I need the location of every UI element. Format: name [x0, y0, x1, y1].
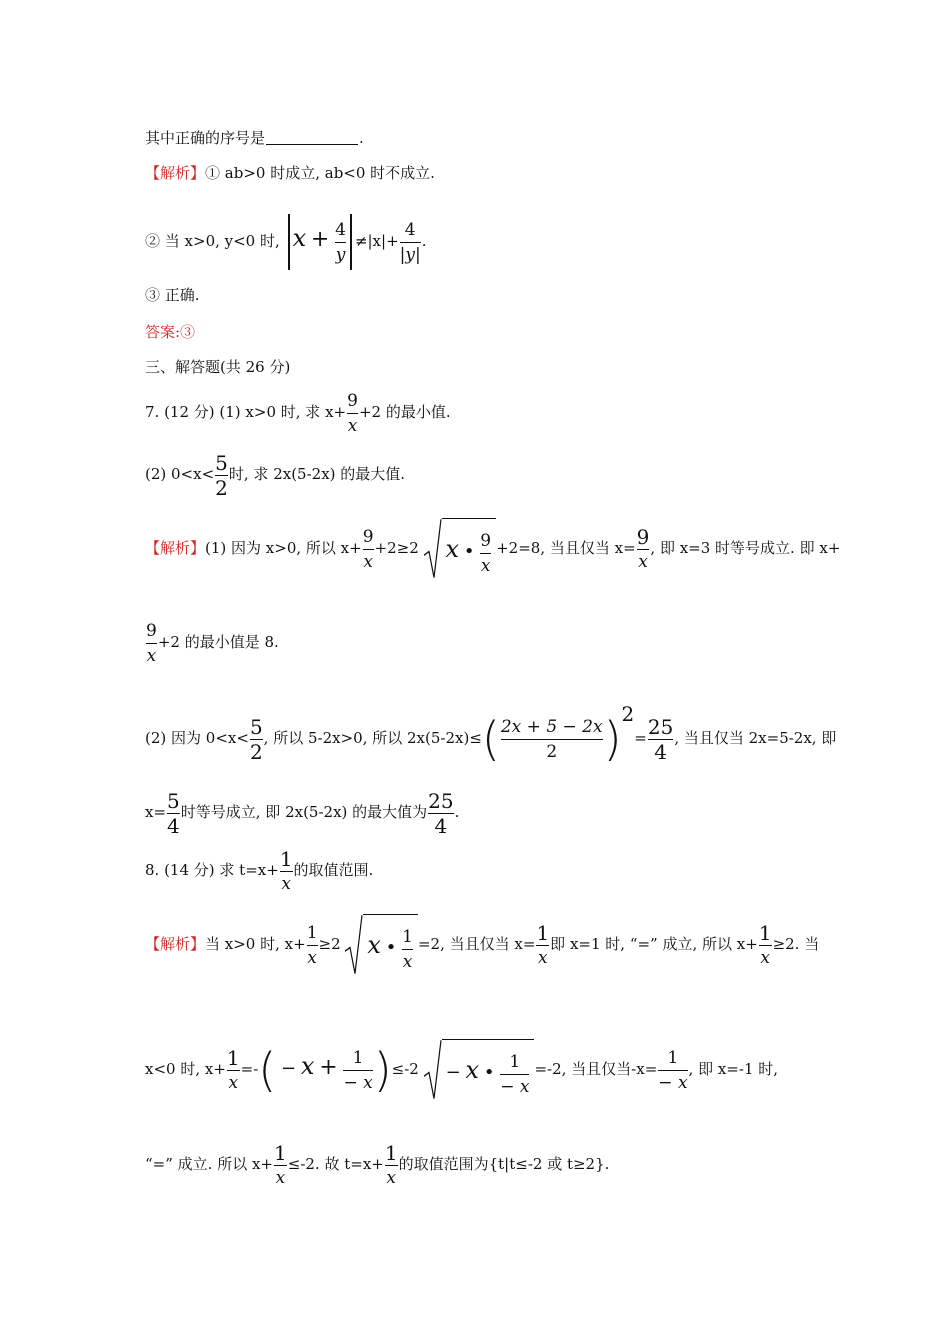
- fraction: [215, 452, 228, 499]
- abs-bar-right: [350, 214, 352, 270]
- analysis-text: , 即 x=-1 时,: [688, 1060, 779, 1078]
- analysis-text: 时等号成立, 即 2x(5-2x) 的最大值为: [180, 803, 428, 821]
- analysis-tag: 【解析】: [145, 539, 206, 557]
- frac-bar: [347, 413, 358, 414]
- frac-den: − x: [500, 1076, 530, 1097]
- line-answer: [145, 322, 195, 342]
- frac-num: 2x + 5 − 2x: [500, 716, 603, 737]
- frac-num: 1: [226, 1045, 240, 1070]
- frac-num: 1: [352, 1047, 364, 1068]
- fraction: [648, 716, 673, 763]
- frac-den: x: [146, 645, 157, 666]
- frac-num: 9: [347, 390, 358, 411]
- question-7-1: [145, 388, 451, 437]
- math-dot: •: [463, 541, 475, 562]
- fraction: [385, 1142, 398, 1189]
- analysis-text: 即 x=1 时, “=” 成立, 所以 x+: [550, 935, 758, 953]
- question-text: +2 的最小值.: [358, 403, 451, 421]
- analysis-tag: 【解析】: [145, 164, 206, 182]
- math-plus: +: [310, 227, 330, 252]
- frac-num: 9: [362, 526, 374, 547]
- solution-8-3: [145, 1140, 609, 1189]
- math-minus: −: [281, 1058, 297, 1079]
- frac-den: |y|: [399, 244, 421, 265]
- frac-bar: [500, 1074, 529, 1075]
- analysis-text: (1) 因为 x>0, 所以 x+: [205, 539, 362, 557]
- frac-bar: [385, 1165, 398, 1166]
- question-text: 其中正确的序号是: [145, 129, 266, 147]
- math-x: x: [367, 931, 381, 959]
- math-dot: •: [385, 937, 397, 958]
- analysis-tag: 【解析】: [145, 935, 206, 953]
- frac-den: 4: [654, 739, 667, 764]
- analysis-text: “=” 成立. 所以 x+: [145, 1155, 274, 1173]
- frac-den: 2: [215, 475, 228, 500]
- math-x: x: [292, 224, 307, 252]
- solution-7-2-cont: [145, 788, 459, 837]
- fraction: [280, 848, 293, 895]
- line-fill-blank: [145, 128, 364, 148]
- fraction: [536, 922, 549, 969]
- period: .: [359, 129, 364, 147]
- frac-den: x: [228, 1072, 239, 1093]
- radical-sign: [424, 1039, 442, 1101]
- abs-bar-left: [288, 214, 290, 270]
- frac-bar: [637, 549, 650, 550]
- frac-den: y: [335, 244, 346, 265]
- fraction: [428, 790, 453, 837]
- analysis-text: =-: [240, 1060, 259, 1078]
- analysis-text: =-2, 当且仅当-x=: [534, 1060, 658, 1078]
- paren-right: ): [373, 1043, 392, 1097]
- frac-bar: [501, 739, 603, 740]
- analysis-text: +2≥2: [374, 539, 419, 557]
- frac-num: 1: [306, 922, 318, 943]
- fraction: [146, 620, 157, 667]
- square-root: [345, 914, 418, 976]
- frac-num: 1: [509, 1051, 521, 1072]
- equals: =: [634, 729, 647, 747]
- section-title: 三、解答题(共 26 分): [145, 358, 291, 376]
- fraction: [501, 716, 603, 763]
- paren-left: (: [258, 1043, 277, 1097]
- frac-den: x: [386, 1167, 397, 1188]
- frac-num: 9: [146, 620, 157, 641]
- frac-num: 1: [279, 846, 293, 871]
- frac-num: 1: [274, 1140, 287, 1165]
- frac-bar: [343, 1070, 372, 1071]
- analysis-text: +2 的最小值是 8.: [157, 633, 279, 651]
- frac-num: 1: [667, 1047, 679, 1068]
- math-minus: −: [445, 1062, 461, 1083]
- math-x: x: [300, 1052, 315, 1080]
- fraction: [400, 219, 421, 266]
- frac-den: − x: [658, 1072, 688, 1093]
- frac-num: 1: [758, 920, 772, 945]
- analysis-text: , 所以 5-2x>0, 所以 2x(5-2x)≤: [263, 729, 482, 747]
- paren-left: (: [481, 712, 500, 766]
- frac-den: 2: [249, 739, 263, 764]
- frac-num: 4: [335, 219, 346, 240]
- line-analysis-3: [145, 285, 200, 305]
- solution-7-1: [145, 518, 840, 580]
- frac-bar: [480, 553, 491, 554]
- frac-den: x: [363, 551, 373, 572]
- section-heading: [145, 357, 290, 377]
- analysis-text: , 即 x=3 时等号成立. 即 x+: [650, 539, 841, 557]
- analysis-text: ≤-2: [391, 1060, 419, 1078]
- frac-bar: [227, 1070, 240, 1071]
- question-text: 的取值范围.: [293, 861, 374, 879]
- fraction: [343, 1047, 372, 1094]
- fraction: [307, 922, 318, 969]
- question-text: 8. (14 分) 求 t=x+: [145, 861, 279, 879]
- fraction: [363, 526, 374, 573]
- frac-den: x: [760, 947, 770, 968]
- frac-num: 5: [215, 450, 228, 475]
- frac-num: 1: [536, 920, 550, 945]
- frac-num: 5: [249, 714, 263, 739]
- square-root: [424, 518, 497, 580]
- frac-bar: [146, 643, 157, 644]
- frac-den: x: [275, 1167, 286, 1188]
- fraction: [227, 1047, 240, 1094]
- frac-den: x: [307, 947, 317, 968]
- analysis-text: ③ 正确.: [145, 286, 200, 304]
- frac-bar: [536, 945, 549, 946]
- analysis-text: ① ab>0 时成立, ab<0 时不成立.: [205, 164, 435, 182]
- frac-num: 25: [428, 788, 454, 813]
- frac-den: x: [480, 555, 491, 576]
- frac-den: x: [281, 873, 291, 894]
- fraction: [500, 1051, 529, 1098]
- frac-bar: [759, 945, 772, 946]
- analysis-text: +2=8, 当且仅当 x=: [496, 539, 636, 557]
- answer-text: 答案:③: [145, 323, 196, 341]
- frac-num: 5: [167, 788, 180, 813]
- fraction: [658, 1047, 687, 1094]
- frac-den: 4: [434, 813, 448, 838]
- answer-blank: [266, 130, 358, 145]
- frac-bar: [658, 1070, 687, 1071]
- question-7-2: [145, 450, 405, 499]
- analysis-text: 的取值范围为{t|t≤-2 或 t≥2}.: [398, 1155, 610, 1173]
- frac-bar: [280, 871, 293, 872]
- period: .: [454, 803, 460, 821]
- line-analysis-2: [145, 210, 427, 270]
- analysis-text: ≥2: [318, 935, 341, 953]
- analysis-text: ② 当 x>0, y<0 时,: [145, 232, 280, 250]
- math-x: x: [465, 1056, 480, 1084]
- question-text: (2) 0<x<: [145, 465, 215, 483]
- math-plus: +: [319, 1055, 338, 1080]
- line-analysis-1: [145, 163, 435, 183]
- math-dot: •: [483, 1062, 495, 1083]
- square-root: [424, 1039, 535, 1101]
- paren-right: ): [603, 712, 622, 766]
- frac-den: − x: [343, 1072, 373, 1093]
- frac-num: 9: [480, 530, 492, 551]
- analysis-text: , 当且仅当 2x=5-2x, 即: [674, 729, 837, 747]
- frac-den: x: [347, 415, 358, 436]
- question-text: 时, 求 2x(5-2x) 的最大值.: [228, 465, 406, 483]
- fraction: [335, 219, 346, 266]
- fraction: [759, 922, 772, 969]
- frac-num: 9: [636, 524, 650, 549]
- frac-num: 1: [402, 926, 413, 947]
- question-8: [145, 846, 373, 895]
- period: .: [421, 232, 427, 250]
- frac-den: 4: [167, 813, 180, 838]
- analysis-text: ≥2. 当: [772, 935, 820, 953]
- frac-den: x: [638, 551, 648, 572]
- fraction: [250, 716, 263, 763]
- question-text: 7. (12 分) (1) x>0 时, 求 x+: [145, 403, 347, 421]
- frac-den: x: [538, 947, 548, 968]
- exponent: 2: [621, 702, 635, 726]
- frac-bar: [307, 945, 318, 946]
- analysis-text: 当 x>0 时, x+: [205, 935, 306, 953]
- analysis-text: x=: [145, 803, 167, 821]
- frac-num: 4: [404, 219, 416, 240]
- analysis-text: x<0 时, x+: [145, 1060, 226, 1078]
- radical-sign: [345, 914, 363, 976]
- frac-bar: [363, 549, 374, 550]
- solution-7-1-cont: [145, 618, 279, 667]
- frac-den: x: [402, 951, 413, 972]
- frac-bar: [402, 949, 413, 950]
- radical-sign: [424, 518, 442, 580]
- frac-num: 1: [384, 1140, 398, 1165]
- analysis-text: (2) 因为 0<x<: [145, 729, 249, 747]
- frac-bar: [335, 242, 346, 243]
- math-x: x: [445, 535, 460, 563]
- fraction: [402, 926, 413, 973]
- analysis-text: ≤-2. 故 t=x+: [287, 1155, 384, 1173]
- frac-den: 2: [546, 741, 558, 762]
- analysis-text: =2, 当且仅当 x=: [417, 935, 536, 953]
- math-text: ≠|x|+: [354, 232, 399, 250]
- fraction: [637, 526, 650, 573]
- fraction: [347, 390, 358, 437]
- solution-8-2: [145, 1038, 778, 1101]
- solution-8-1: [145, 914, 819, 976]
- solution-7-2: [145, 686, 836, 766]
- fraction: [480, 530, 491, 577]
- fraction: [167, 790, 180, 837]
- frac-num: 25: [647, 714, 674, 739]
- fraction: [274, 1142, 287, 1189]
- frac-bar: [274, 1165, 287, 1166]
- frac-bar: [400, 242, 421, 243]
